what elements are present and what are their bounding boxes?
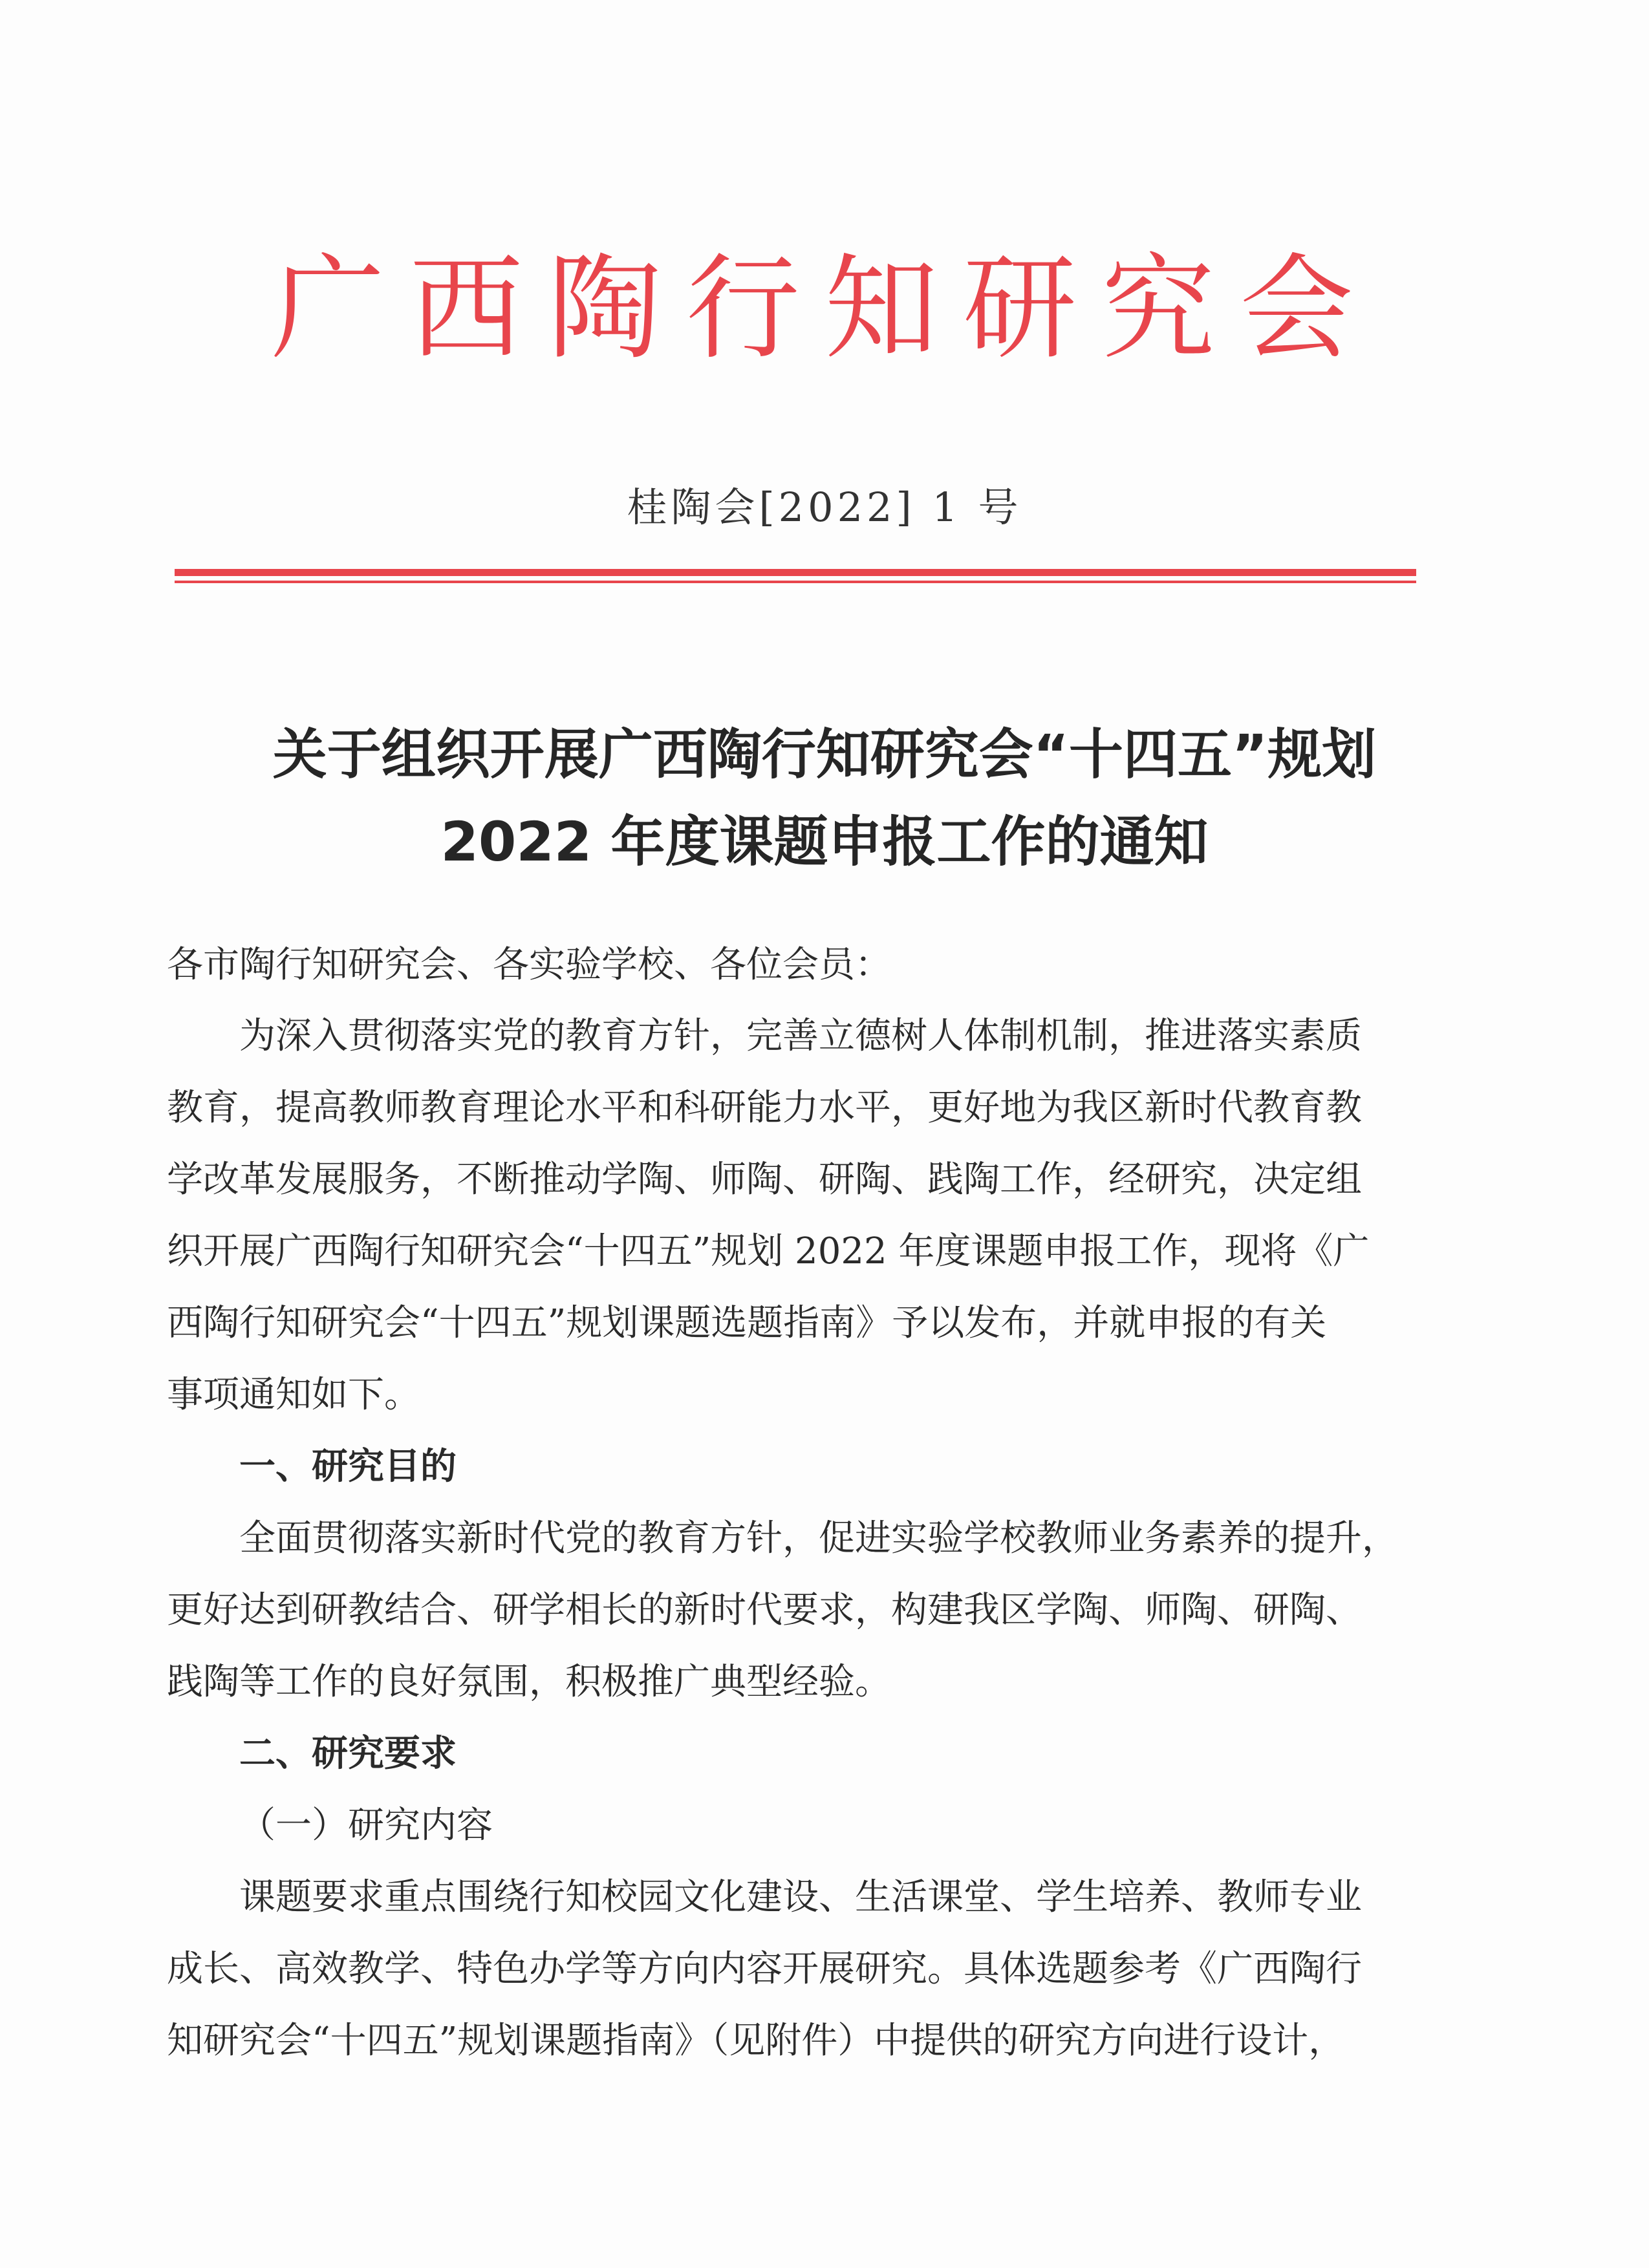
intro-line: 西陶行知研究会“十四五”规划课题选题指南》予以发布，并就申报的有关 <box>167 1302 1327 1344</box>
notice-title-line-2: 2022 年度课题申报工作的通知 <box>440 810 1209 873</box>
intro-line: 为深入贯彻落实党的教育方针，完善立德树人体制机制，推进落实素质 <box>239 1015 1362 1057</box>
content-line: 知研究会“十四五”规划课题指南》（见附件）中提供的研究方向进行设计， <box>167 2020 1345 2062</box>
red-divider-thin <box>175 581 1416 583</box>
section-heading-purpose: 一、研究目的 <box>239 1446 457 1488</box>
intro-line: 教育，提高教师教育理论水平和科研能力水平，更好地为我区新时代教育教 <box>167 1087 1362 1129</box>
intro-line: 织开展广西陶行知研究会“十四五”规划 2022 年度课题申报工作，现将《广 <box>167 1230 1370 1272</box>
intro-line: 学改革发展服务，不断推动学陶、师陶、研陶、践陶工作，经研究，决定组 <box>167 1159 1362 1201</box>
purpose-line: 全面贯彻落实新时代党的教育方针，促进实验学校教师业务素养的提升， <box>239 1517 1398 1559</box>
intro-line: 事项通知如下。 <box>167 1374 420 1416</box>
notice-title-line-1: 关于组织开展广西陶行知研究会“十四五”规划 <box>272 723 1377 786</box>
purpose-line: 践陶等工作的良好氛围，积极推广典型经验。 <box>167 1661 891 1703</box>
purpose-line: 更好达到研教结合、研学相长的新时代要求，构建我区学陶、师陶、研陶、 <box>167 1589 1362 1631</box>
salutation: 各市陶行知研究会、各实验学校、各位会员： <box>167 944 891 986</box>
document-number: 桂陶会[2022] 1 号 <box>627 484 1022 531</box>
section-heading-requirements: 二、研究要求 <box>239 1733 457 1775</box>
red-divider-thick <box>175 569 1416 576</box>
content-line: 课题要求重点围绕行知校园文化建设、生活课堂、学生培养、教师专业 <box>239 1876 1362 1918</box>
content-line: 成长、高效教学、特色办学等方向内容开展研究。具体选题参考《广西陶行 <box>167 1948 1362 1990</box>
organization-title: 广西陶行知研究会 <box>270 242 1378 375</box>
subsection-heading-content: （一）研究内容 <box>239 1804 493 1846</box>
